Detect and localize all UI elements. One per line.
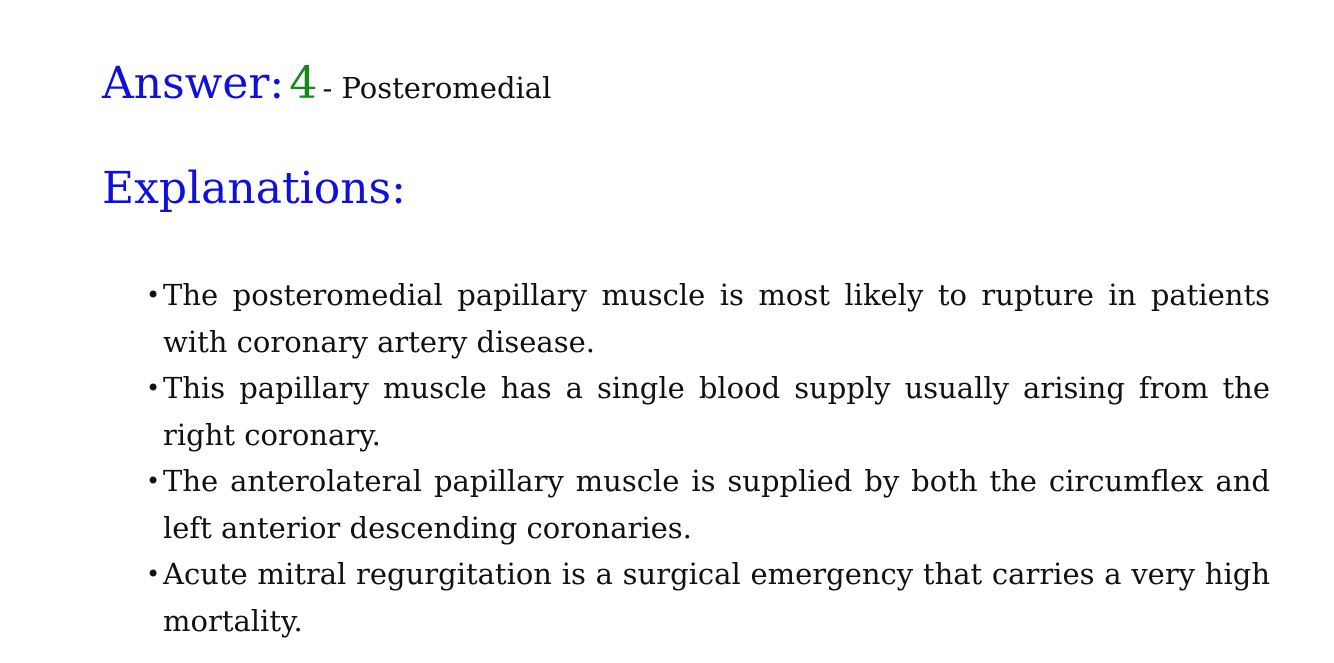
list-item <box>146 458 1270 551</box>
explanations-heading: Explanations: <box>102 163 406 214</box>
answer-label: Answer: <box>102 58 285 109</box>
bullet-icon: • <box>146 560 161 588</box>
bullet-icon: • <box>146 374 161 402</box>
list-item <box>146 365 1270 458</box>
explanation-text: The posteromedial papillary muscle is most likely to rupture in patients with coronary artery disease. <box>163 278 1270 359</box>
bullet-icon: • <box>146 467 161 495</box>
bullet-icon: • <box>146 281 161 309</box>
answer-number: 4 <box>289 58 318 109</box>
list-item <box>146 551 1270 644</box>
explanation-list <box>146 272 1270 644</box>
explanation-text: This papillary muscle has a single blood supply usually arising from the right coronary. <box>163 371 1270 452</box>
explanation-text: Acute mitral regurgitation is a surgical emergency that carries a very high mortality. <box>163 557 1270 638</box>
answer-text: - Posteromedial <box>322 71 552 105</box>
answer-line <box>102 58 552 109</box>
list-item <box>146 272 1270 365</box>
explanation-text: The anterolateral papillary muscle is supplied by both the circumflex and left anterior descending coronaries. <box>163 464 1270 545</box>
